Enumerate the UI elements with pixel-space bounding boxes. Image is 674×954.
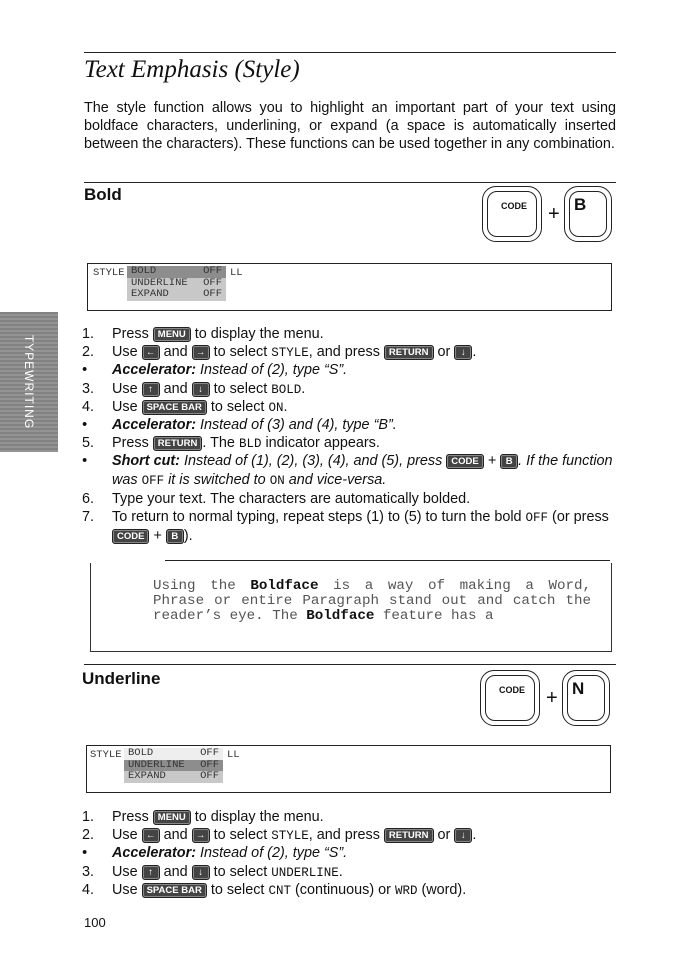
style-menu (127, 266, 226, 301)
step-2: 2. Use ← and → to select STYLE, and press RETURN or ↓ . (82, 344, 477, 361)
underline-key-combo (478, 668, 616, 728)
style-trail: LL (230, 267, 243, 279)
space-bar-key-icon: SPACE BAR (142, 400, 207, 415)
step-2: 2. Use ← and → to select STYLE, and press RETURN or ↓ . (82, 827, 477, 844)
code-key (480, 670, 540, 726)
code-key-icon: CODE (446, 454, 483, 469)
code-key-label: CODE (501, 201, 528, 211)
n-key-label: N (572, 679, 585, 698)
b-key-label: B (574, 195, 587, 214)
down-arrow-key-icon: ↓ (454, 828, 472, 843)
step-7: 7. To return to normal typing, repeat steps (1) to (5) to turn the bold OFF (or press CODE + B ). (82, 508, 609, 545)
return-key-icon: RETURN (384, 345, 434, 360)
right-arrow-key-icon: → (192, 828, 210, 843)
menu-key-icon: MENU (153, 327, 191, 342)
b-key-icon: B (166, 529, 184, 544)
step-3: 3. Use ↑ and ↓ to select UNDERLINE. (82, 863, 343, 880)
down-arrow-key-icon: ↓ (192, 382, 210, 397)
bold-heading: Bold (84, 185, 122, 204)
intro-paragraph: The style function allows you to highlight an important part of your text using boldface characters, underlining, or expand (a space is automatically inserted between the characters). These functions can be used together in any combination. (84, 100, 616, 152)
example-text: Using the Boldface is a way of making a Word, Phrase or entire Paragraph stand out and catch the reader’s eye. The Boldface feature has a (153, 578, 592, 624)
style-label: STYLE (90, 749, 122, 761)
accelerator-note: • Accelerator: Instead of (2), type “S”. (82, 362, 348, 379)
bold-key-combo (480, 184, 618, 244)
right-arrow-key-icon: → (192, 345, 210, 360)
menu-item-underline: UNDERLINE OFF (127, 278, 226, 290)
underline-heading: Underline (82, 669, 161, 688)
underline-section-rule (84, 664, 616, 665)
step-4: 4. Use SPACE BAR to select CNT (continuous) or WRD (word). (82, 881, 467, 898)
bold-lcd-screen (87, 263, 612, 311)
code-key (482, 186, 542, 242)
accelerator-note: • Accelerator: Instead of (2), type “S”. (82, 845, 348, 862)
menu-item-bold: BOLD OFF (124, 748, 223, 760)
page-number: 100 (84, 915, 106, 930)
code-key-label: CODE (499, 685, 526, 695)
up-arrow-key-icon: ↑ (142, 865, 160, 880)
step-5: 5. Press RETURN . The BLD indicator appears. (82, 435, 380, 452)
down-arrow-key-icon: ↓ (454, 345, 472, 360)
b-key (564, 186, 612, 242)
side-tab (0, 312, 58, 452)
b-key-icon: B (500, 454, 518, 469)
plus-sign: + (546, 687, 558, 709)
style-menu (124, 748, 223, 783)
bold-section-rule (84, 182, 616, 183)
step-6: 6. Type your text. The characters are automatically bolded. (82, 490, 471, 507)
style-label: STYLE (93, 267, 125, 279)
return-key-icon: RETURN (153, 436, 203, 451)
style-trail: LL (227, 749, 240, 761)
space-bar-key-icon: SPACE BAR (142, 883, 207, 898)
step-1: 1. Press MENU to display the menu. (82, 326, 324, 342)
menu-key-icon: MENU (153, 810, 191, 825)
page-title: Text Emphasis (Style) (84, 56, 300, 83)
menu-item-expand: EXPAND OFF (127, 289, 226, 301)
accelerator-note: • Accelerator: Instead of (3) and (4), type “B”. (82, 416, 397, 433)
underline-lcd-screen (86, 745, 611, 793)
underline-steps (82, 808, 622, 899)
menu-item-underline: UNDERLINE OFF (124, 760, 223, 772)
left-arrow-key-icon: ← (142, 828, 160, 843)
boldface-example-box (90, 563, 612, 652)
plus-sign: + (548, 203, 560, 225)
side-tab-label: TYPEWRITING (22, 334, 36, 430)
up-arrow-key-icon: ↑ (142, 382, 160, 397)
down-arrow-key-icon: ↓ (192, 865, 210, 880)
header-rule (84, 52, 616, 53)
example-top-rule (165, 560, 610, 561)
step-1: 1. Press MENU to display the menu. (82, 809, 324, 825)
step-3: 3. Use ↑ and ↓ to select BOLD. (82, 380, 306, 397)
left-arrow-key-icon: ← (142, 345, 160, 360)
bold-steps (82, 325, 622, 545)
return-key-icon: RETURN (384, 828, 434, 843)
shortcut-note: • Short cut: Instead of (1), (2), (3), (4), and (5), press CODE + B . If the function was OFF it is switched to ON and vice-versa. (82, 453, 613, 488)
n-key (562, 670, 610, 726)
menu-item-bold: BOLD OFF (127, 266, 226, 278)
code-key-icon: CODE (112, 529, 149, 544)
menu-item-expand: EXPAND OFF (124, 771, 223, 783)
step-4: 4. Use SPACE BAR to select ON. (82, 398, 288, 415)
